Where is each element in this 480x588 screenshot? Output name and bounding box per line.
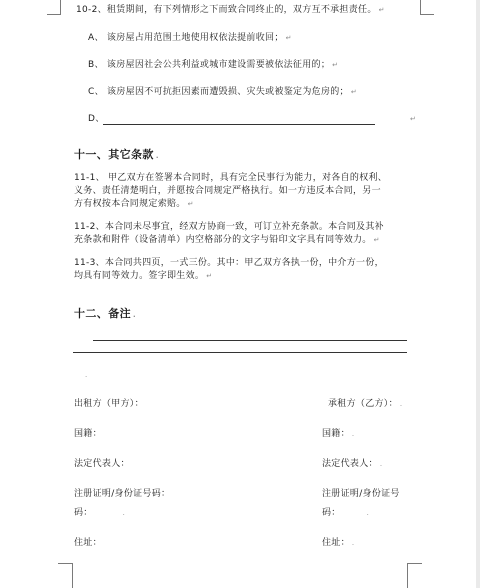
address-left: 住址：	[74, 538, 102, 548]
clause-11-1-line-3: 方有权按本合同规定索赔。 ↵	[74, 199, 194, 209]
vertical-scrollbar[interactable]	[476, 0, 480, 588]
paragraph-mark: ↵	[410, 115, 416, 123]
id-number-right: 注册证明/身份证号	[322, 489, 400, 499]
crop-mark-bottom-left-h	[58, 563, 73, 564]
paragraph-mark: .	[85, 371, 88, 379]
lessor-label: 出租方（甲方）：	[74, 399, 144, 409]
id-number-left: 注册证明/身份证号码：	[74, 489, 171, 499]
clause-11-1-line-1: 11-1、 甲乙双方在签署本合同时，具有完全民事行为能力，对各自的权利、	[74, 173, 388, 183]
crop-mark-top-left	[60, 0, 61, 14]
nationality-right: 国籍： .	[322, 429, 355, 439]
remarks-line-1	[93, 340, 407, 341]
clause-10-2-item-c: C、 该房屋因不可抗拒因素而遭毁损、灾失或被鉴定为危房的； ↵	[88, 87, 358, 97]
item-d-blank-line	[103, 124, 375, 125]
clause-11-3-line-2: 均具有同等效力。签字即生效。 ↵	[74, 271, 213, 281]
crop-mark-bottom-right	[407, 563, 408, 588]
clause-11-3-line-1: 11-3、本合同共四页，一式三份。其中：甲乙双方各执一份，中介方一份，	[74, 258, 384, 268]
crop-mark-top-left-h	[47, 14, 61, 15]
clause-10-2-intro: 10-2、租赁期间，有下列情形之下而致合同终止的，双方互不承担责任。 ↵	[76, 5, 385, 15]
crop-mark-bottom-right-h	[407, 563, 422, 564]
address-right: 住址： .	[322, 538, 355, 548]
id-number-right-cont: 码： .	[322, 508, 370, 518]
crop-mark-top-right	[420, 0, 421, 14]
id-number-left-cont: 码： .	[74, 508, 126, 518]
clause-11-2-line-2: 充条款和附件（设备清单）内空格部分的文字与铅印文字具有同等效力。 ↵	[74, 235, 380, 245]
nationality-left: 国籍：	[74, 429, 102, 439]
section-11-heading: 十一、其它条款 .	[74, 148, 159, 161]
legal-rep-right: 法定代表人： .	[322, 459, 383, 469]
crop-mark-top-right-h	[420, 14, 434, 15]
section-12-heading: 十二、备注 .	[74, 307, 137, 320]
clause-10-2-item-d: D、	[88, 114, 105, 124]
clause-10-2-item-a: A、 该房屋占用范围土地使用权依法提前收回； ↵	[88, 33, 292, 43]
clause-10-2-item-b: B、 该房屋因社会公共利益或城市建设需要被依法征用的； ↵	[88, 60, 339, 70]
legal-rep-left: 法定代表人：	[74, 459, 130, 469]
crop-mark-bottom-left	[72, 563, 73, 588]
clause-11-2-line-1: 11-2、本合同未尽事宜，经双方协商一致，可订立补充条款。本合同及其补	[74, 222, 384, 232]
clause-11-1-line-2: 义务、责任清楚明白，并愿按合同规定严格执行。如一方违反本合同，另一	[74, 186, 381, 196]
remarks-line-2	[73, 352, 407, 353]
lessee-label: 承租方（乙方）： .	[328, 399, 403, 409]
